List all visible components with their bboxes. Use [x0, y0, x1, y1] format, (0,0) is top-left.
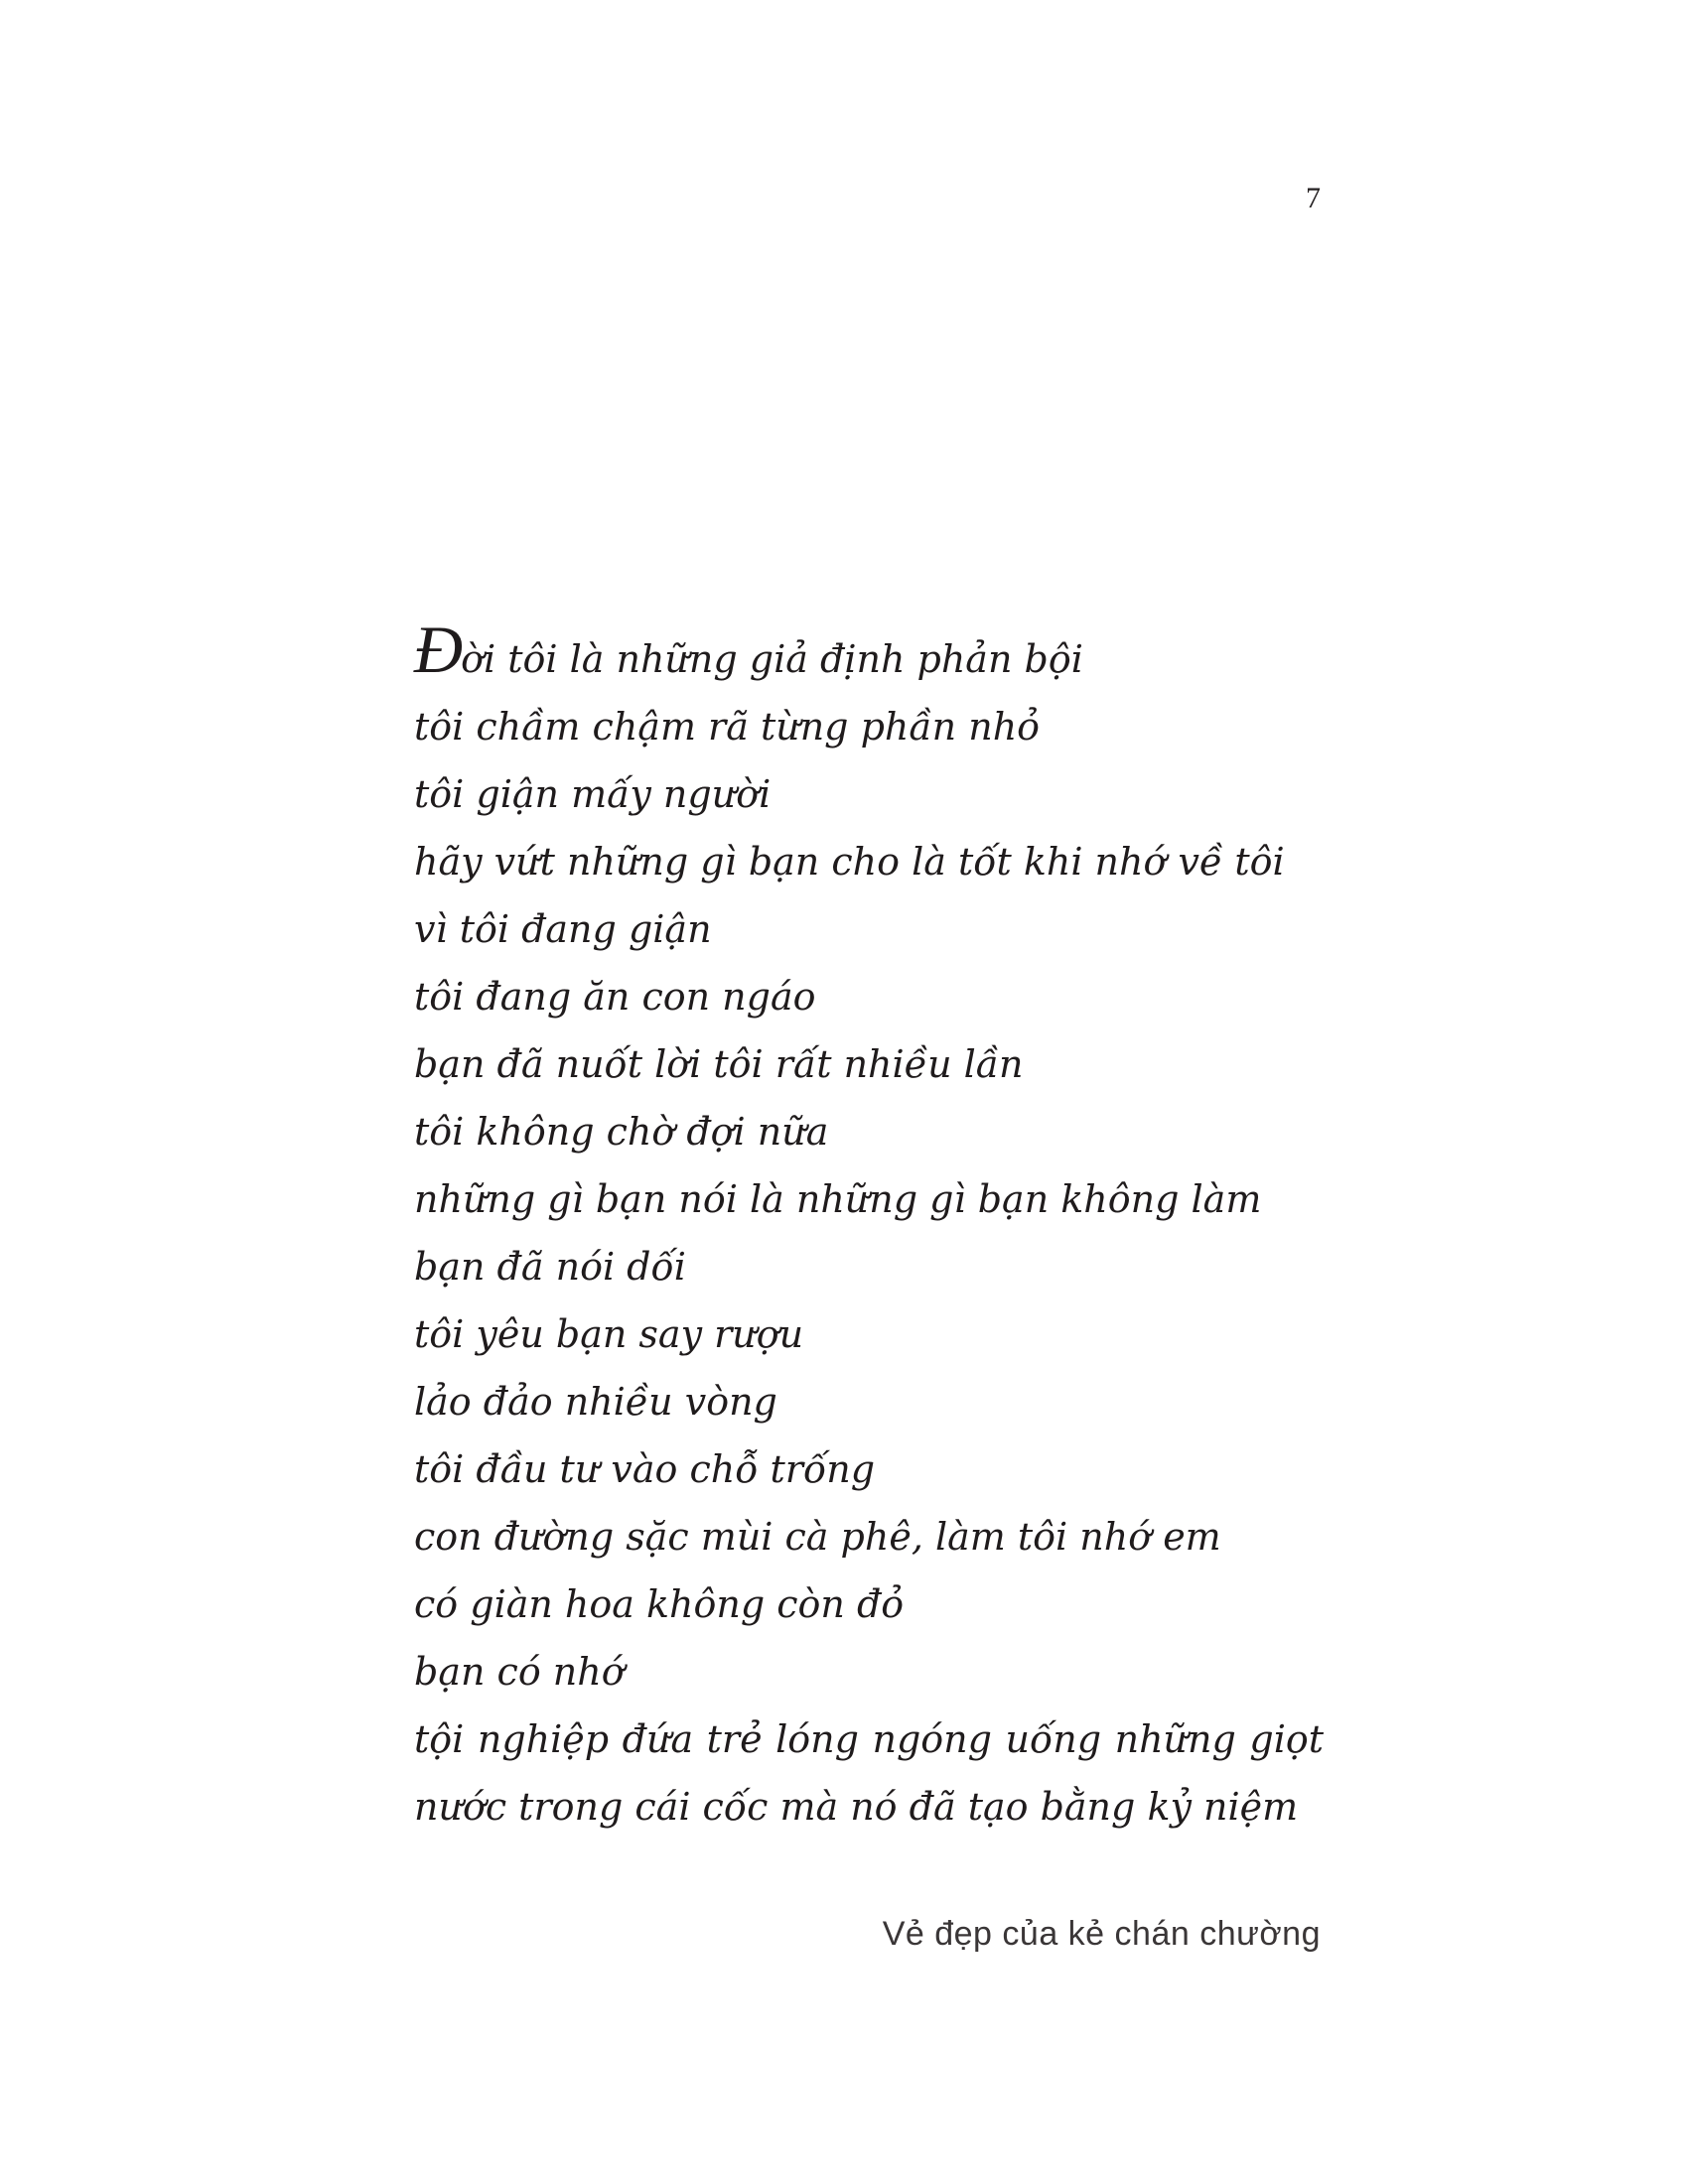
poem-line: tội nghiệp đứa trẻ lóng ngóng uống những giọt	[414, 1717, 1324, 1761]
poem-line: tôi yêu bạn say rượu	[414, 1312, 804, 1356]
poem-line: tôi không chờ đợi nữa	[414, 1110, 829, 1154]
poem-line-1	[414, 612, 1324, 693]
poem-line: có giàn hoa không còn đỏ	[414, 1582, 905, 1626]
running-footer-book-title: Vẻ đẹp của kẻ chán chường	[882, 1915, 1321, 1953]
poem-line: vì tôi đang giận	[414, 907, 712, 951]
poem-line: những gì bạn nói là những gì bạn không làm	[414, 1177, 1262, 1221]
poem-line: tôi chầm chậm rã từng phần nhỏ	[414, 705, 1041, 749]
poem-line: nước trong cái cốc mà nó đã tạo bằng kỷ niệm	[414, 1785, 1299, 1829]
poem-line: tôi đầu tư vào chỗ trống	[414, 1447, 876, 1491]
poem-line-1-text: ời tôi là những giả định phản bội	[461, 637, 1083, 681]
poem-line: bạn đã nuốt lời tôi rất nhiều lần	[414, 1042, 1024, 1086]
drop-cap-initial: Đ	[414, 612, 462, 687]
poem-line: bạn có nhớ	[414, 1650, 625, 1694]
poem-line: tôi đang ăn con ngáo	[414, 975, 816, 1019]
poem-line: tôi giận mấy người	[414, 772, 772, 816]
poem-line: hãy vứt những gì bạn cho là tốt khi nhớ về tôi	[414, 840, 1285, 884]
poem-line: lảo đảo nhiều vòng	[414, 1380, 777, 1424]
page-number: 7	[1306, 182, 1321, 214]
poem-line: bạn đã nói dối	[414, 1245, 686, 1289]
poem-line: con đường sặc mùi cà phê, làm tôi nhớ em	[414, 1515, 1221, 1559]
poem	[414, 612, 1324, 1841]
